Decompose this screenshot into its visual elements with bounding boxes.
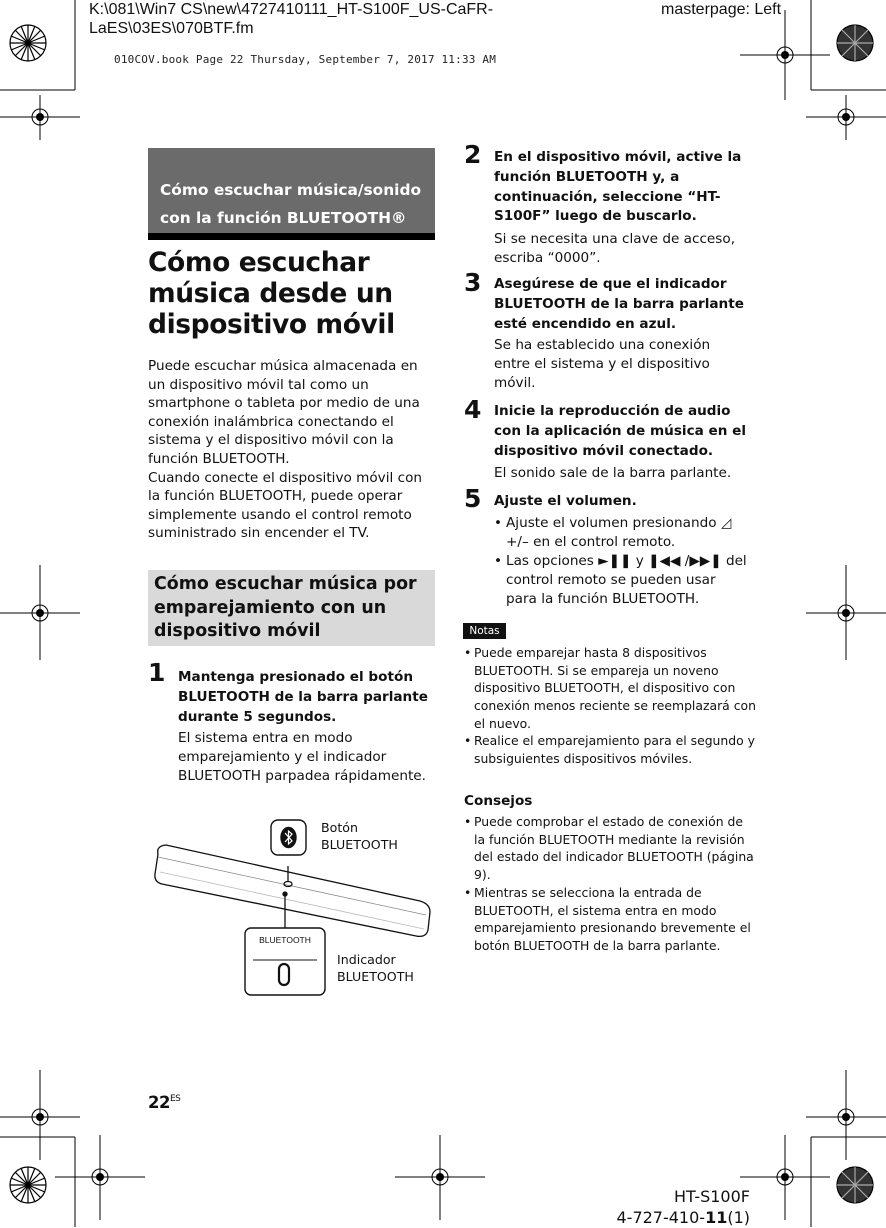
step-4-body: El sonido sale de la barra parlante.: [494, 465, 732, 481]
intro-paragraph-2: Cuando conecte el dispositivo móvil con la función BLUETOOTH, puede operar simplemente usando el control remoto suministrado sin encender el TV.: [148, 469, 423, 542]
section-rule: [148, 233, 435, 240]
notas-badge: Notas: [463, 623, 506, 639]
step-3-number: 3: [464, 268, 482, 297]
step-2-body: Si se necesita una clave de acceso, escriba “0000”.: [494, 231, 736, 266]
step-5-bullet-2: • Las opciones ►❚❚ y ❚◀◀ /▶▶❚ del control remoto se pueden usar para la función BLUETOOTH.: [494, 552, 750, 609]
page-number-value: 22: [148, 1093, 170, 1112]
step-1-number: 1: [148, 658, 166, 687]
soundbar-drawing: [155, 845, 430, 936]
file-path-line-2: LaES\03ES\070BTF.fm: [89, 20, 254, 37]
step-1-heading: Mantenga presionado el botón BLUETOOTH de la barra parlante durante 5 segundos.: [178, 669, 428, 725]
consejos-heading: Consejos: [464, 793, 533, 809]
intro-text: [148, 357, 438, 543]
page-language-suffix: ES: [169, 1094, 181, 1104]
model-name: HT-S100F: [673, 1187, 750, 1206]
section-tab: [148, 148, 435, 233]
subheading: Cómo escuchar música por emparejamiento con un dispositivo móvil: [154, 574, 417, 641]
step-5-number: 5: [464, 484, 482, 513]
step-2-number: 2: [464, 140, 482, 169]
masterpage-label: masterpage: Left: [661, 1, 782, 18]
step-1-body: El sistema entra en modo emparejamiento y el indicador BLUETOOTH parpadea rápidamente.: [178, 730, 426, 784]
part-number-prefix: 4-727-410-: [616, 1208, 706, 1227]
intro-paragraph-1: Puede escuchar música almacenada en un dispositivo móvil tal como un smartphone o tableta por medio de una conexión inalámbrica conectando el sistema y el dispositivo móvil con la función BLUETOOTH.: [148, 358, 420, 467]
file-path-line-1: K:\081\Win7 CS\new\4727410111_HT-S100F_US-CaFR-: [89, 1, 494, 18]
subheading-box: [148, 570, 435, 646]
indicator-panel-text: BLUETOOTH: [259, 935, 311, 945]
part-number: [616, 1207, 750, 1228]
step-5-bullet-1: • Ajuste el volumen presionando ◿ +/– en el control remoto.: [494, 514, 750, 552]
note-item-2: • Realice el emparejamiento para el segundo y subsiguientes dispositivos móviles.: [464, 732, 756, 767]
step-2-heading: En el dispositivo móvil, active la función BLUETOOTH y, a continuación, seleccione “HT-S100F” luego de buscarlo.: [494, 149, 742, 225]
part-number-suffix: (1): [727, 1208, 750, 1227]
part-number-bold: 11: [705, 1208, 728, 1227]
page-number: [148, 1093, 180, 1112]
book-stamp: 010COV.book Page 22 Thursday, September 7, 2017 11:33 AM: [114, 53, 497, 66]
step-4-heading: Inicie la reproducción de audio con la aplicación de música en el dispositivo móvil conectado.: [494, 403, 747, 459]
step-3-body: Se ha establecido una conexión entre el sistema y el dispositivo móvil.: [494, 337, 711, 391]
model-info: [616, 1186, 750, 1228]
page-title: Cómo escuchar música desde un dispositivo móvil: [148, 247, 395, 340]
bluetooth-button-callout: [271, 820, 306, 855]
step-3-heading: Asegúrese de que el indicador BLUETOOTH de la barra parlante esté encendido en azul.: [494, 276, 744, 332]
section-tab-label: Cómo escuchar música/sonido con la función BLUETOOTH®: [160, 181, 422, 227]
note-item-1: • Puede emparejar hasta 8 dispositivos BLUETOOTH. Si se empareja un noveno dispositivo BLUETOOTH, el dispositivo con conexión menos reciente se reemplazará con el nuevo.: [464, 644, 756, 733]
step-4-number: 4: [464, 395, 482, 424]
button-callout-label: Botón BLUETOOTH: [321, 820, 398, 852]
tip-item-2: • Mientras se selecciona la entrada de BLUETOOTH, el sistema entra en modo emparejamiento presionando brevemente el botón BLUETOOTH de la barra parlante.: [464, 884, 756, 955]
step-5-heading: Ajuste el volumen.: [494, 493, 637, 509]
tip-item-1: • Puede comprobar el estado de conexión de la función BLUETOOTH mediante la revisión del estado del indicador BLUETOOTH (página 9).: [464, 813, 756, 884]
indicator-callout-label: Indicador BLUETOOTH: [337, 952, 414, 984]
